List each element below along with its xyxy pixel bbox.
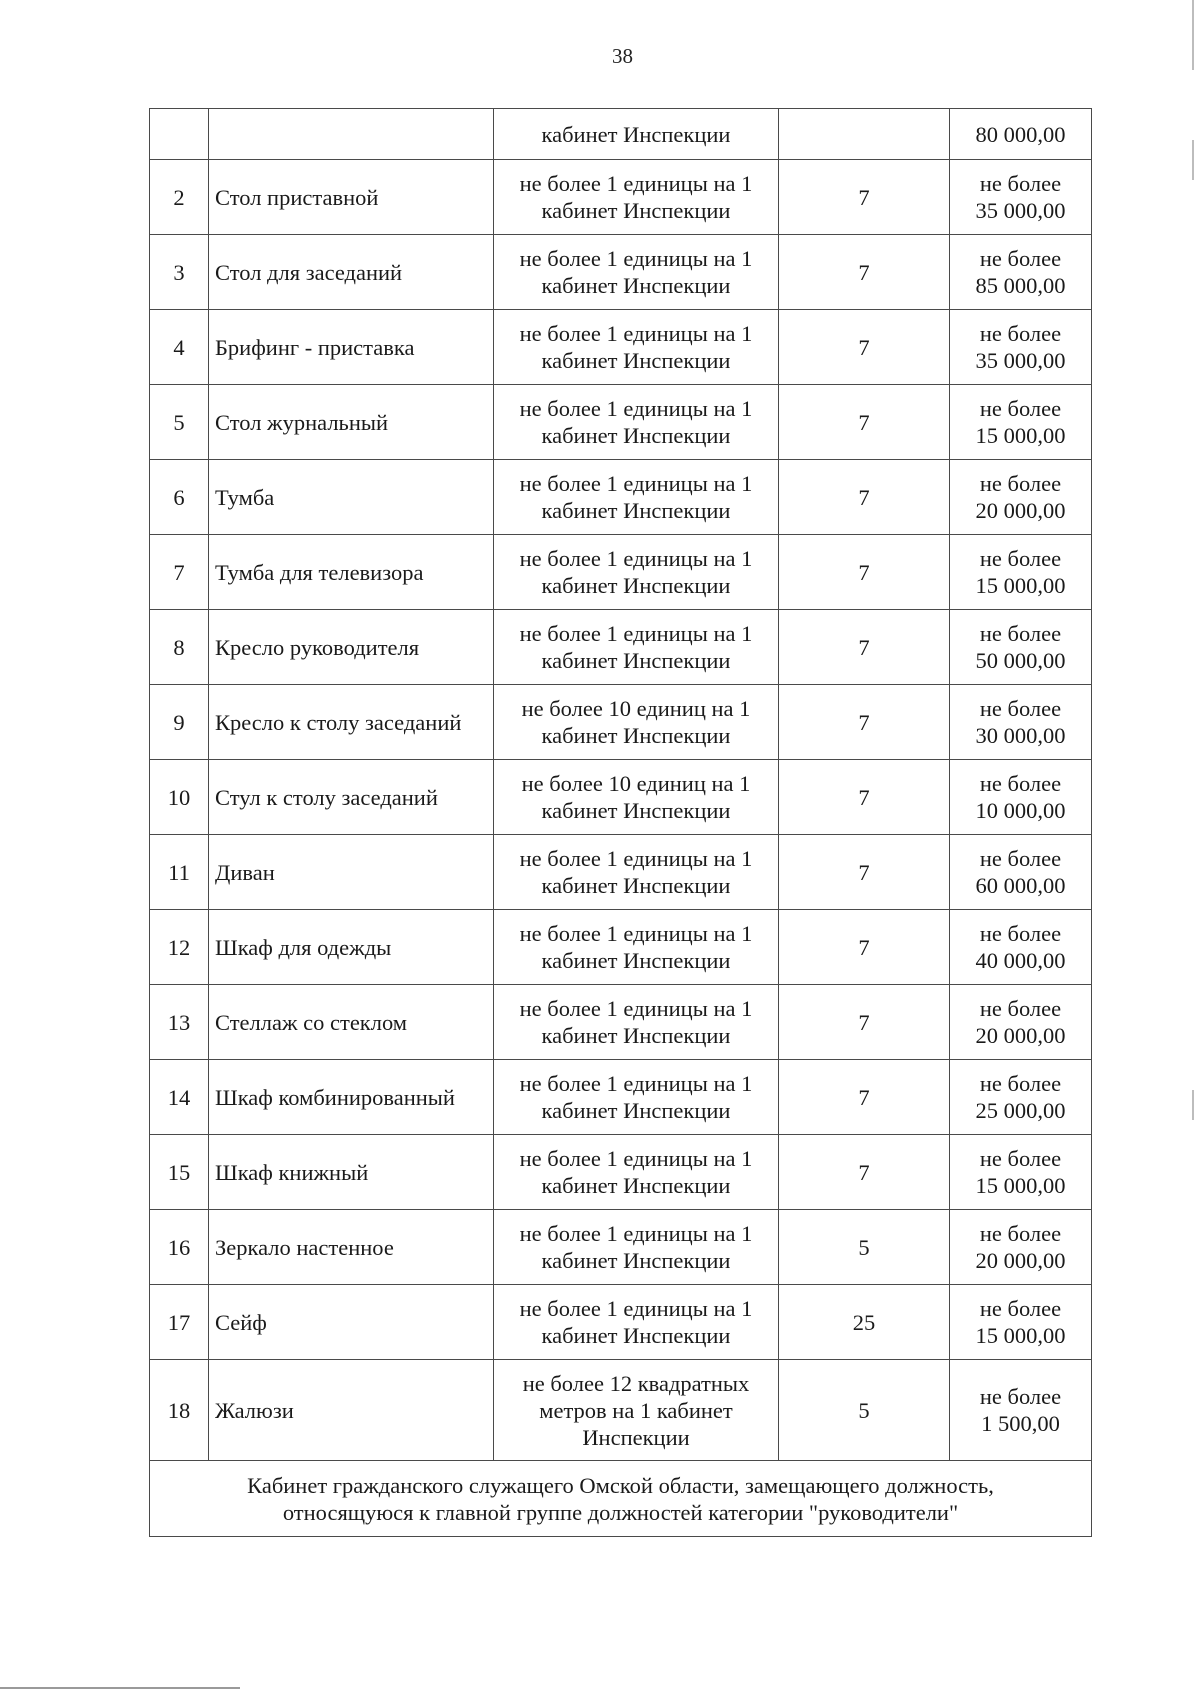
cell-norm — [494, 535, 779, 610]
cell-term: 7 — [779, 1060, 950, 1135]
cell-name: Стул к столу заседаний — [209, 760, 494, 835]
cell-name: Стеллаж со стеклом — [209, 985, 494, 1060]
cell-name: Тумба — [209, 460, 494, 535]
cell-price-line: 20 000,00 — [975, 1248, 1066, 1273]
table-row — [150, 385, 1092, 460]
cell-name: Диван — [209, 835, 494, 910]
bottom-margin-line — [0, 1687, 240, 1689]
cell-norm-line: не более 1 единицы на 1 — [519, 621, 753, 646]
cell-norm-line: кабинет Инспекции — [541, 498, 731, 523]
cell-price-line: не более — [979, 771, 1062, 796]
cell-norm-line: кабинет Инспекции — [541, 273, 731, 298]
cell-norm-line: не более 1 единицы на 1 — [519, 921, 753, 946]
table-row — [150, 1060, 1092, 1135]
cell-norm — [494, 1210, 779, 1285]
cell-price — [950, 1060, 1092, 1135]
cell-name: Сейф — [209, 1285, 494, 1360]
table-row — [150, 985, 1092, 1060]
cell-price-line: 15 000,00 — [975, 1173, 1066, 1198]
cell-norm — [494, 385, 779, 460]
cell-norm-line: не более 1 единицы на 1 — [519, 471, 753, 496]
cell-norm-line: кабинет Инспекции — [541, 723, 731, 748]
table-row — [150, 1285, 1092, 1360]
cell-norm — [494, 1060, 779, 1135]
cell-price — [950, 1285, 1092, 1360]
cell-term: 7 — [779, 910, 950, 985]
table-row — [150, 835, 1092, 910]
cell-norm — [494, 1360, 779, 1461]
cell-norm-line: кабинет Инспекции — [541, 573, 731, 598]
cell-norm-line: не более 1 единицы на 1 — [519, 171, 753, 196]
cell-price-line: не более — [979, 996, 1062, 1021]
cell-num: 2 — [150, 160, 209, 235]
cell-price: 80 000,00 — [950, 109, 1092, 160]
cell-price — [950, 760, 1092, 835]
cell-term: 7 — [779, 985, 950, 1060]
cell-norm-line: кабинет Инспекции — [541, 1098, 731, 1123]
cell-price-line: 85 000,00 — [975, 273, 1066, 298]
cell-num: 6 — [150, 460, 209, 535]
cell-term: 7 — [779, 160, 950, 235]
section-heading-line: Кабинет гражданского служащего Омской области, замещающего должность, — [247, 1472, 994, 1498]
cell-norm-line: не более 10 единиц на 1 — [521, 696, 751, 721]
cell-term: 7 — [779, 310, 950, 385]
table-row-continued — [150, 109, 1092, 160]
cell-norm — [494, 910, 779, 985]
cell-norm-line: не более 1 единицы на 1 — [519, 1296, 753, 1321]
scan-edge-mark — [1192, 0, 1194, 70]
cell-price-line: не более — [979, 171, 1062, 196]
cell-price — [950, 685, 1092, 760]
cell-num: 15 — [150, 1135, 209, 1210]
cell-num: 13 — [150, 985, 209, 1060]
cell-name: Зеркало настенное — [209, 1210, 494, 1285]
cell-price-line: 1 500,00 — [981, 1411, 1060, 1436]
cell-num — [150, 109, 209, 160]
cell-price — [950, 835, 1092, 910]
cell-norm — [494, 310, 779, 385]
cell-price-line: 15 000,00 — [975, 423, 1066, 448]
cell-num: 7 — [150, 535, 209, 610]
cell-price — [950, 1360, 1092, 1461]
cell-price-line: не более — [979, 321, 1062, 346]
table-row — [150, 1135, 1092, 1210]
cell-price-line: не более — [979, 621, 1062, 646]
cell-norm-line: не более 1 единицы на 1 — [519, 1071, 753, 1096]
cell-norm-line: не более 1 единицы на 1 — [519, 546, 753, 571]
cell-price-line: не более — [979, 1146, 1062, 1171]
cell-name: Жалюзи — [209, 1360, 494, 1461]
cell-price — [950, 535, 1092, 610]
cell-price — [950, 1135, 1092, 1210]
cell-price-line: 20 000,00 — [975, 1023, 1066, 1048]
section-heading-row — [150, 1461, 1092, 1537]
cell-term: 7 — [779, 535, 950, 610]
cell-price-line: не более — [979, 396, 1062, 421]
cell-price — [950, 985, 1092, 1060]
cell-norm-line: кабинет Инспекции — [541, 1173, 731, 1198]
cell-price-line: не более — [979, 1384, 1062, 1409]
cell-price-line: 35 000,00 — [975, 198, 1066, 223]
cell-norm-line: не более 1 единицы на 1 — [519, 996, 753, 1021]
cell-price-line: не более — [979, 921, 1062, 946]
table-row — [150, 610, 1092, 685]
cell-norm-line: кабинет Инспекции — [541, 1323, 731, 1348]
cell-num: 16 — [150, 1210, 209, 1285]
cell-num: 8 — [150, 610, 209, 685]
cell-num: 3 — [150, 235, 209, 310]
cell-price — [950, 385, 1092, 460]
scan-edge-mark — [1192, 140, 1194, 180]
cell-norm-line: кабинет Инспекции — [541, 1023, 731, 1048]
cell-norm-line: кабинет Инспекции — [541, 1248, 731, 1273]
cell-norm-line: не более 1 единицы на 1 — [519, 246, 753, 271]
cell-name: Стол приставной — [209, 160, 494, 235]
cell-norm-line: кабинет Инспекции — [541, 948, 731, 973]
cell-price-line: 35 000,00 — [975, 348, 1066, 373]
cell-norm — [494, 835, 779, 910]
cell-name: Шкаф для одежды — [209, 910, 494, 985]
table-row — [150, 460, 1092, 535]
section-heading — [150, 1461, 1092, 1537]
cell-term: 7 — [779, 835, 950, 910]
cell-norm-line: метров на 1 кабинет — [539, 1397, 733, 1423]
cell-norm-line: кабинет Инспекции — [541, 198, 731, 223]
cell-norm — [494, 235, 779, 310]
table-row — [150, 910, 1092, 985]
cell-price-line: не более — [979, 1071, 1062, 1096]
cell-name: Стол для заседаний — [209, 235, 494, 310]
table-row — [150, 310, 1092, 385]
cell-norm-line: не более 1 единицы на 1 — [519, 846, 753, 871]
cell-norm-line: не более 1 единицы на 1 — [519, 396, 753, 421]
cell-num: 10 — [150, 760, 209, 835]
cell-norm-line: не более 1 единицы на 1 — [519, 321, 753, 346]
cell-price-line: 15 000,00 — [975, 1323, 1066, 1348]
cell-norm — [494, 460, 779, 535]
cell-price-line: не более — [979, 246, 1062, 271]
cell-norm — [494, 1285, 779, 1360]
table-body — [150, 109, 1092, 1537]
cell-norm — [494, 160, 779, 235]
cell-term: 7 — [779, 385, 950, 460]
cell-num: 17 — [150, 1285, 209, 1360]
cell-norm-line: не более 1 единицы на 1 — [519, 1146, 753, 1171]
cell-name: Шкаф комбинированный — [209, 1060, 494, 1135]
cell-norm-line: кабинет Инспекции — [541, 423, 731, 448]
cell-term: 5 — [779, 1210, 950, 1285]
table-row — [150, 1210, 1092, 1285]
cell-norm-line: кабинет Инспекции — [541, 648, 731, 673]
cell-term: 7 — [779, 460, 950, 535]
cell-norm — [494, 610, 779, 685]
table-row — [150, 235, 1092, 310]
cell-price — [950, 310, 1092, 385]
cell-term: 5 — [779, 1360, 950, 1461]
cell-term: 25 — [779, 1285, 950, 1360]
cell-norm-line: Инспекции — [582, 1424, 690, 1450]
table-row — [150, 1360, 1092, 1461]
cell-norm — [494, 760, 779, 835]
cell-price-line: 60 000,00 — [975, 873, 1066, 898]
cell-price-line: не более — [979, 546, 1062, 571]
cell-term: 7 — [779, 1135, 950, 1210]
cell-norm-line: кабинет Инспекции — [541, 798, 731, 823]
cell-norm-line: кабинет Инспекции — [541, 873, 731, 898]
cell-name: Шкаф книжный — [209, 1135, 494, 1210]
cell-norm-line: не более 1 единицы на 1 — [519, 1221, 753, 1246]
cell-price-line: не более — [979, 471, 1062, 496]
cell-term: 7 — [779, 760, 950, 835]
cell-price — [950, 610, 1092, 685]
cell-price-line: не более — [979, 846, 1062, 871]
cell-price — [950, 160, 1092, 235]
section-heading-line: относящуюся к главной группе должностей категории "руководители" — [282, 1499, 959, 1525]
cell-norm — [494, 1135, 779, 1210]
cell-price-line: 50 000,00 — [975, 648, 1066, 673]
table-row — [150, 685, 1092, 760]
cell-price — [950, 1210, 1092, 1285]
cell-name: Стол журнальный — [209, 385, 494, 460]
furniture-norms-table — [149, 108, 1092, 1537]
cell-term: 7 — [779, 610, 950, 685]
cell-norm-line: не более 10 единиц на 1 — [521, 771, 751, 796]
cell-name: Брифинг - приставка — [209, 310, 494, 385]
cell-price-line: 30 000,00 — [975, 723, 1066, 748]
page-number: 38 — [612, 44, 633, 68]
cell-norm-line: не более 12 квадратных — [522, 1370, 750, 1396]
cell-name: Тумба для телевизора — [209, 535, 494, 610]
cell-norm-line: кабинет Инспекции — [541, 348, 731, 373]
cell-norm — [494, 685, 779, 760]
cell-term — [779, 109, 950, 160]
cell-num: 11 — [150, 835, 209, 910]
cell-price — [950, 910, 1092, 985]
cell-term: 7 — [779, 685, 950, 760]
cell-price-line: не более — [979, 1296, 1062, 1321]
cell-price — [950, 235, 1092, 310]
cell-price-line: 15 000,00 — [975, 573, 1066, 598]
cell-price-line: 20 000,00 — [975, 498, 1066, 523]
table-row — [150, 535, 1092, 610]
cell-norm: кабинет Инспекции — [494, 109, 779, 160]
cell-price-line: 40 000,00 — [975, 948, 1066, 973]
cell-name: Кресло руководителя — [209, 610, 494, 685]
cell-price — [950, 460, 1092, 535]
cell-price-line: 10 000,00 — [975, 798, 1066, 823]
table-row — [150, 760, 1092, 835]
cell-price-line: 25 000,00 — [975, 1098, 1066, 1123]
cell-price-line: не более — [979, 1221, 1062, 1246]
cell-num: 4 — [150, 310, 209, 385]
cell-name: Кресло к столу заседаний — [209, 685, 494, 760]
scan-edge-mark — [1192, 1090, 1194, 1120]
cell-num: 5 — [150, 385, 209, 460]
table-row — [150, 160, 1092, 235]
cell-num: 14 — [150, 1060, 209, 1135]
cell-name — [209, 109, 494, 160]
cell-term: 7 — [779, 235, 950, 310]
cell-num: 18 — [150, 1360, 209, 1461]
cell-norm — [494, 985, 779, 1060]
cell-price-line: не более — [979, 696, 1062, 721]
cell-num: 12 — [150, 910, 209, 985]
cell-num: 9 — [150, 685, 209, 760]
